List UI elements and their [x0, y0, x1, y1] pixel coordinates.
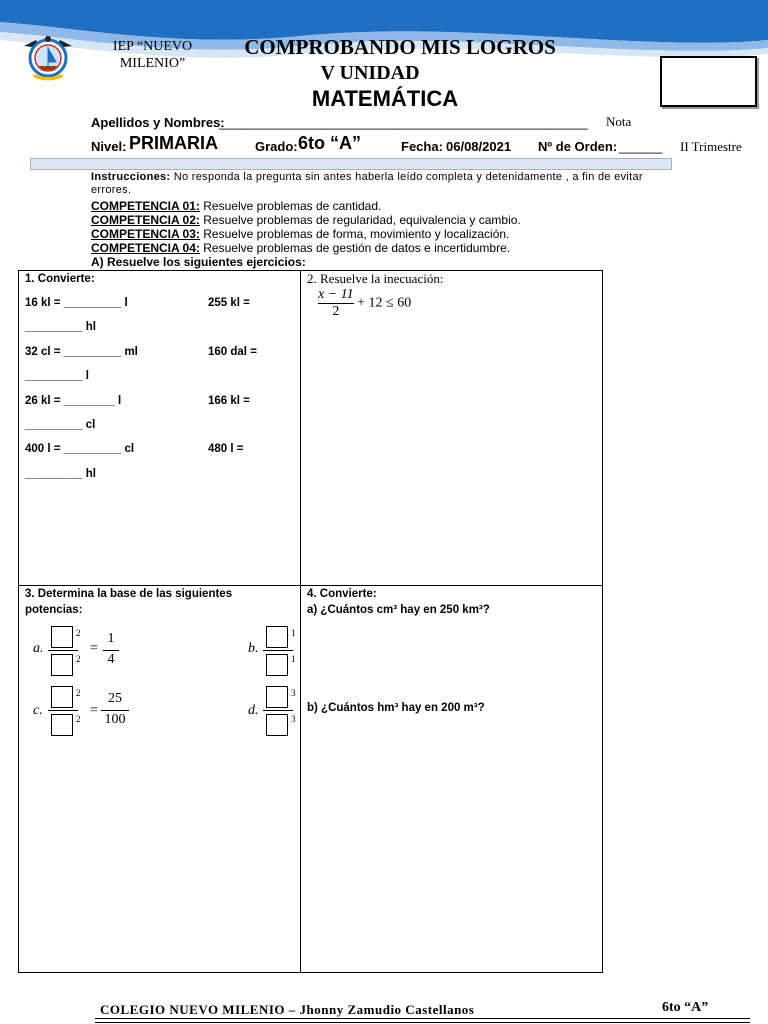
equals-sign: = [90, 703, 98, 718]
q1-item-left[interactable]: 400 l = _________ cl [25, 443, 135, 455]
competencia-code: COMPETENCIA 02: [91, 213, 200, 227]
level-label: Nivel: [91, 139, 127, 154]
date-label: Fecha: [401, 139, 443, 154]
grade-label: Grado: [255, 139, 298, 154]
answer-box[interactable] [266, 654, 288, 676]
competencia-code: COMPETENCIA 03: [91, 227, 200, 241]
instructions-label: Instrucciones: [91, 171, 171, 183]
exponent: 1 [291, 628, 296, 638]
section-a-heading: A) Resuelve los siguientes ejercicios: [91, 255, 306, 269]
exponent: 2 [76, 654, 81, 664]
grid-vertical-divider [300, 270, 301, 973]
q4-question-a: a) ¿Cuántos cm³ hay en 250 km³? [307, 604, 490, 616]
q1-item-cont[interactable]: _________ cl [25, 419, 96, 431]
exponent: 2 [76, 688, 81, 698]
q3-c-numerator: 25 [108, 691, 122, 706]
q1-item-cont[interactable]: _________ l [25, 370, 89, 382]
competencia-3 [91, 228, 711, 241]
order-field[interactable]: ______ [619, 139, 663, 154]
competencia-code: COMPETENCIA 04: [91, 241, 200, 255]
q3-a-numerator: 1 [107, 631, 115, 646]
subject-title: MATEMÁTICA [311, 86, 459, 111]
q3-d-label: d. [248, 703, 259, 718]
page-title: COMPROBANDO MIS LOGROS [244, 35, 556, 59]
footer-text: COLEGIO NUEVO MILENIO – Jhonny Zamudio Castellanos [100, 1002, 475, 1017]
competencia-4 [91, 242, 711, 255]
school-name-line1: IEP “NUEVO [112, 39, 193, 54]
competencia-text: Resuelve problemas de forma, movimiento y localización. [203, 227, 510, 241]
footer-grade: 6to “A” [662, 1000, 709, 1015]
exercise-grid [18, 270, 603, 973]
q1-item-left[interactable]: 32 cl = _________ ml [25, 346, 138, 358]
q2-denominator: 2 [332, 304, 340, 319]
q1-item-left[interactable]: 26 kl = ________ l [25, 395, 122, 407]
q1-item-left[interactable]: 16 kl = _________ l [25, 297, 128, 309]
q4-question-b: b) ¿Cuántos hm³ hay en 200 m³? [307, 702, 485, 714]
fraction-bar [103, 650, 119, 651]
q3-title-line2: potencias: [25, 604, 83, 616]
divider-band [30, 158, 672, 170]
q2-inequation [318, 287, 411, 320]
q2-rest: + 12 ≤ 60 [357, 295, 412, 311]
instructions [91, 171, 681, 197]
equals-sign: = [90, 641, 98, 656]
unit-title: V UNIDAD [320, 62, 420, 84]
date-value: 06/08/2021 [446, 139, 512, 154]
grade-value: 6to “A” [298, 133, 361, 153]
order-label: Nº de Orden: [538, 139, 618, 154]
answer-box[interactable] [266, 686, 288, 708]
instructions-text: No responda la pregunta sin antes haberla leído completa y detenidamente , a fin de evitar errores. [91, 171, 643, 196]
q3-a-label: a. [33, 641, 44, 656]
answer-box[interactable] [51, 654, 73, 676]
competencia-text: Resuelve problemas de regularidad, equivalencia y cambio. [203, 213, 521, 227]
exponent: 2 [76, 628, 81, 638]
q1-item-cont[interactable]: _________ hl [25, 468, 96, 480]
exponent: 1 [291, 654, 296, 664]
competencia-code: COMPETENCIA 01: [91, 199, 200, 213]
fraction-bar [263, 710, 293, 711]
school-name [100, 38, 205, 72]
competencia-2 [91, 214, 711, 227]
q4-title: 4. Convierte: [307, 588, 377, 600]
q2-fraction [318, 287, 354, 320]
competencia-text: Resuelve problemas de cantidad. [203, 199, 382, 213]
q1-title: 1. Convierte: [25, 273, 95, 285]
q3-b-label: b. [248, 641, 259, 656]
exponent: 3 [291, 688, 296, 698]
answer-box[interactable] [266, 714, 288, 736]
school-name-line2: MILENIO” [119, 56, 186, 71]
q1-item-right: 255 kl = [208, 297, 250, 309]
fraction-bar [48, 650, 78, 651]
q3-c-label: c. [33, 703, 43, 718]
fraction-bar [101, 710, 129, 711]
q3-c-denominator: 100 [104, 712, 126, 727]
school-logo-icon [20, 30, 76, 86]
names-field[interactable]: ___________________________________________________ [219, 115, 588, 130]
term-label: II Trimestre [680, 139, 742, 154]
level-value: PRIMARIA [129, 133, 218, 153]
fraction-bar [48, 710, 78, 711]
exponent: 2 [76, 714, 81, 724]
names-label: Apellidos y Nombres: [91, 115, 225, 130]
exponent: 3 [291, 714, 296, 724]
grid-horizontal-divider [18, 585, 603, 586]
competencia-text: Resuelve problemas de gestión de datos e incertidumbre. [203, 241, 511, 255]
q1-item-right: 166 kl = [208, 395, 250, 407]
fraction-bar [263, 650, 293, 651]
q1-item-right: 160 dal = [208, 346, 257, 358]
answer-box[interactable] [266, 626, 288, 648]
q3-a-denominator: 4 [107, 652, 115, 667]
nota-label: Nota [606, 114, 632, 129]
answer-box[interactable] [51, 686, 73, 708]
grade-score-box[interactable] [660, 56, 757, 107]
answer-box[interactable] [51, 714, 73, 736]
q2-title: 2. Resuelve la inecuación: [307, 271, 444, 286]
q1-item-cont[interactable]: _________ hl [25, 321, 96, 333]
footer-rule [95, 1018, 750, 1023]
answer-box[interactable] [51, 626, 73, 648]
q1-item-right: 480 l = [208, 443, 244, 455]
q3-title-line1: 3. Determina la base de las siguientes [25, 588, 233, 600]
competencia-1 [91, 200, 711, 213]
q2-numerator: x − 11 [318, 287, 354, 302]
